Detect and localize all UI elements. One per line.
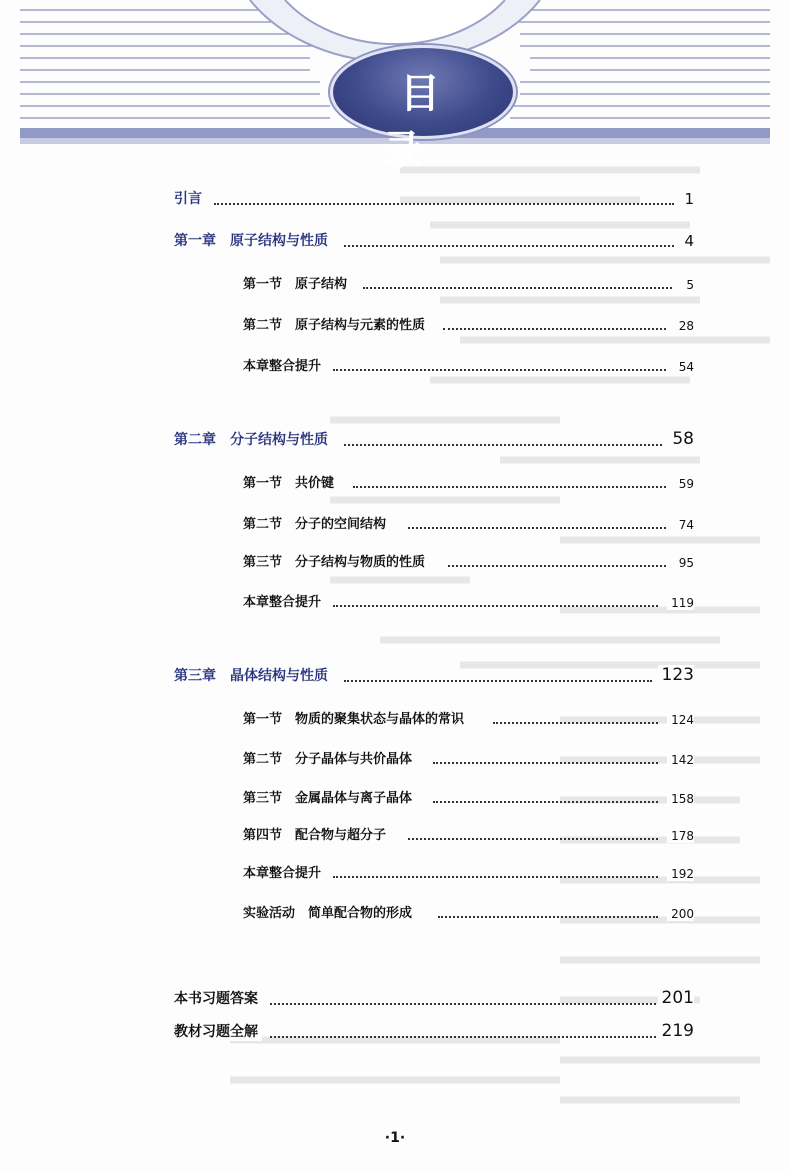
toc-entry-label: 第二节 原子结构与元素的性质	[243, 314, 429, 333]
leader-dots	[353, 486, 666, 488]
toc-entry-review[interactable]	[243, 859, 694, 883]
leader-dots	[333, 876, 658, 878]
toc-entry-review[interactable]	[243, 588, 694, 612]
toc-entry-label: 教材习题全解	[174, 1021, 262, 1041]
toc-entry-label: 第二节 分子晶体与共价晶体	[243, 748, 416, 767]
toc-entry-page: 95	[675, 556, 694, 570]
leader-dots	[344, 444, 662, 446]
toc-entry-label: 第一节 物质的聚集状态与晶体的常识	[243, 708, 468, 727]
toc-entry-page: 192	[667, 867, 694, 881]
toc-entry-page: 58	[668, 429, 694, 449]
toc-entry-page: 142	[667, 753, 694, 767]
leader-dots	[433, 801, 658, 803]
toc-entry-label: 本书习题答案	[174, 988, 262, 1008]
toc-entry-section[interactable]	[243, 510, 694, 534]
toc-entry-section[interactable]	[243, 548, 694, 572]
toc-entry-chapter-1[interactable]	[174, 228, 694, 252]
toc-entry-page: 119	[667, 596, 694, 610]
toc-entry-label: 第四节 配合物与超分子	[243, 824, 390, 843]
toc-entry-chapter-3[interactable]	[174, 663, 694, 687]
toc-entry-page: 201	[658, 988, 694, 1008]
toc-entry-page: 1	[680, 190, 694, 208]
page-title: 目 录	[382, 70, 476, 174]
toc-entry-page: 5	[682, 278, 694, 292]
leader-dots	[270, 1036, 656, 1038]
toc-entry-page: 4	[680, 232, 694, 250]
toc-entry-page: 124	[667, 713, 694, 727]
toc-entry-page: 54	[675, 360, 694, 374]
toc-entry-label: 第二节 分子的空间结构	[243, 513, 390, 532]
toc-entry-solutions[interactable]	[174, 1019, 694, 1043]
toc-entry-label: 第一节 共价键	[243, 472, 338, 491]
toc-entry-label: 本章整合提升	[243, 862, 325, 881]
page-number: ·1·	[384, 1130, 406, 1146]
toc-entry-label: 第三节 金属晶体与离子晶体	[243, 787, 416, 806]
toc-entry-label: 本章整合提升	[243, 355, 325, 374]
leader-dots	[363, 287, 672, 289]
toc-entry-page: 200	[667, 907, 694, 921]
toc-entry-section[interactable]	[243, 705, 694, 729]
toc-entry-intro[interactable]	[174, 186, 694, 210]
leader-dots	[270, 1003, 656, 1005]
toc-entry-label: 第一节 原子结构	[243, 273, 351, 292]
leader-dots	[493, 722, 658, 724]
toc-entry-page: 28	[675, 319, 694, 333]
toc-entry-label: 实验活动 简单配合物的形成	[243, 902, 416, 921]
toc-entry-label: 第二章 分子结构与性质	[174, 429, 332, 449]
toc-entry-section[interactable]	[243, 270, 694, 294]
leader-dots	[344, 680, 652, 682]
toc-entry-page: 178	[667, 829, 694, 843]
leader-dots	[333, 369, 666, 371]
toc-entry-section[interactable]	[243, 784, 694, 808]
toc-entry-label: 第三章 晶体结构与性质	[174, 665, 332, 685]
toc-entry-label: 引言	[174, 188, 206, 208]
leader-dots	[443, 328, 666, 330]
toc-entry-label: 第一章 原子结构与性质	[174, 230, 332, 250]
toc-entry-chapter-2[interactable]	[174, 427, 694, 451]
toc-entry-page: 219	[658, 1021, 694, 1041]
leader-dots	[433, 762, 658, 764]
toc-entry-label: 本章整合提升	[243, 591, 325, 610]
toc-entry-label: 第三节 分子结构与物质的性质	[243, 551, 429, 570]
toc-entry-page: 158	[667, 792, 694, 806]
leader-dots	[438, 916, 658, 918]
toc-entry-page: 74	[675, 518, 694, 532]
leader-dots	[448, 565, 666, 567]
leader-dots	[408, 527, 666, 529]
toc-entry-page: 59	[675, 477, 694, 491]
leader-dots	[333, 605, 658, 607]
toc-entry-lab[interactable]	[243, 899, 694, 923]
toc-entry-section[interactable]	[243, 311, 694, 335]
leader-dots	[408, 838, 658, 840]
toc-entry-page: 123	[658, 665, 694, 685]
toc-entry-section[interactable]	[243, 821, 694, 845]
leader-dots	[214, 203, 674, 205]
toc-entry-answers[interactable]	[174, 986, 694, 1010]
toc-entry-section[interactable]	[243, 469, 694, 493]
toc-entry-section[interactable]	[243, 745, 694, 769]
toc-entry-review[interactable]	[243, 352, 694, 376]
leader-dots	[344, 245, 674, 247]
